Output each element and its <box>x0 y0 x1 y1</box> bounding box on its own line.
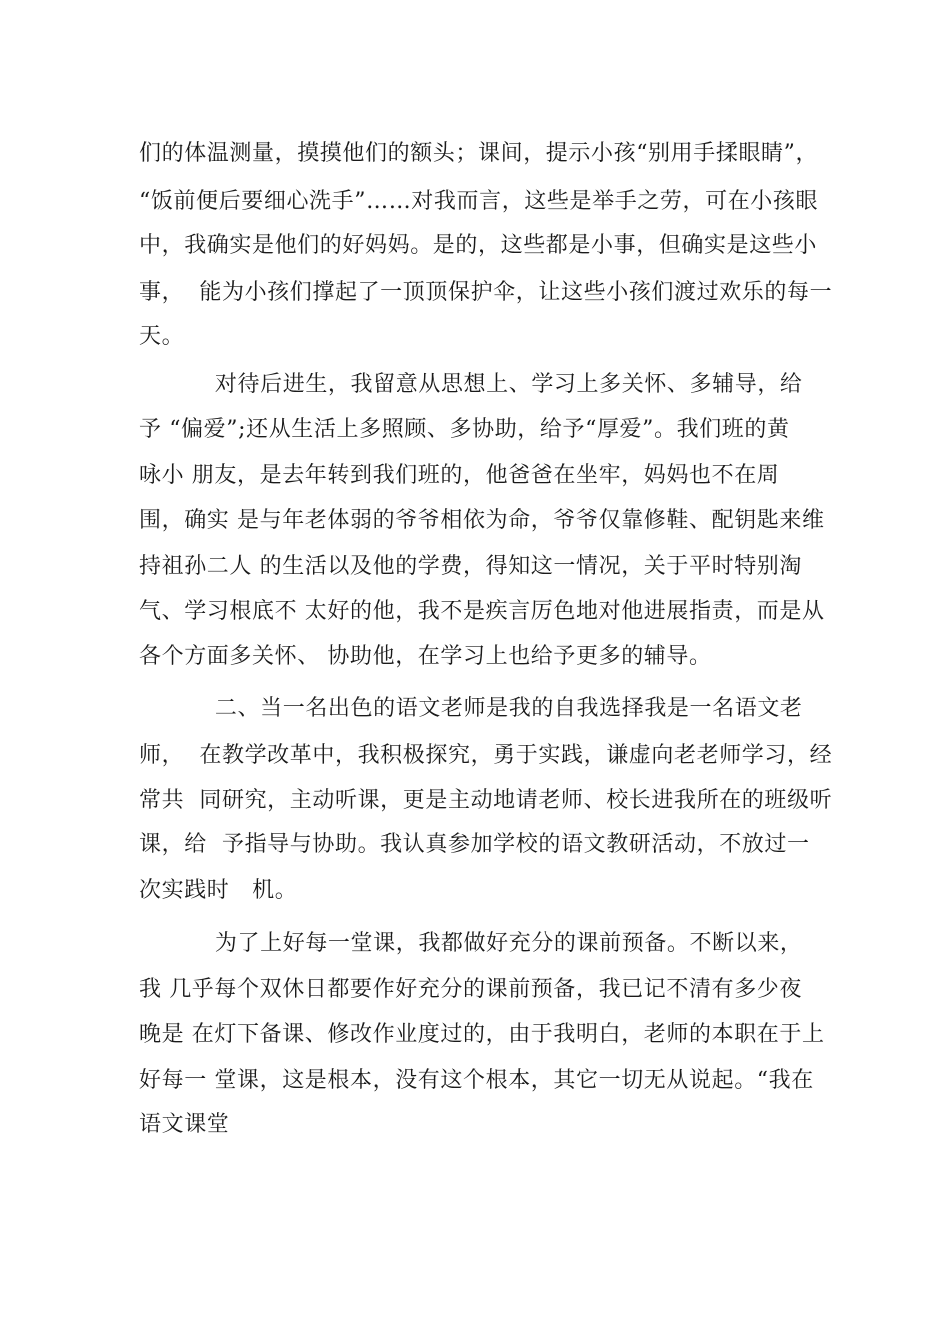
text-line: 晚是 在灯下备课、修改作业度过的，由于我明白，老师的本职在于上 <box>139 1022 825 1047</box>
text-line: “饭前便后要细心洗手”……对我而言，这些是举手之劳，可在小孩眼 <box>139 189 819 214</box>
text-line: 我 几乎每个双休日都要作好充分的课前预备，我已记不清有多少夜 <box>139 977 802 1002</box>
text-line: 事， 能为小孩们撑起了一顶顶保护伞，让这些小孩们渡过欢乐的每一 <box>139 280 833 305</box>
text-line: 师， 在教学改革中，我积极探究，勇于实践，谦虚向老老师学习，经 <box>139 743 833 768</box>
text-line: 对待后进生，我留意从思想上、学习上多关怀、多辅导，给 <box>139 372 803 397</box>
text-line: 二、当一名出色的语文老师是我的自我选择我是一名语文老 <box>139 696 803 721</box>
text-line: 为了上好每一堂课，我都做好充分的课前预备。不断以来， <box>139 931 803 956</box>
text-line: 围，确实 是与年老体弱的爷爷相依为命，爷爷仅靠修鞋、配钥匙来维 <box>139 508 825 533</box>
text-line: 天。 <box>139 324 185 349</box>
text-line: 各个方面多关怀、 协助他，在学习上也给予更多的辅导。 <box>139 644 712 669</box>
text-line: 们的体温测量，摸摸他们的额头；课间，提示小孩“别用手揉眼睛”， <box>139 141 819 166</box>
text-line: 好每一 堂课，这是根本，没有这个根本，其它一切无从说起。“我在 <box>139 1068 814 1093</box>
text-line: 气、学习根底不 太好的他，我不是疾言厉色地对他进展指责，而是从 <box>139 599 825 624</box>
text-line: 中，我确实是他们的好妈妈。是的，这些都是小事，但确实是这些小 <box>139 233 818 258</box>
text-line: 课，给 予指导与协助。我认真参加学校的语文教研活动，不放过一 <box>139 832 810 857</box>
text-line: 予 “偏爱”;还从生活上多照顾、多协助，给予“厚爱”。我们班的黄 <box>139 417 790 442</box>
text-line: 语文课堂 <box>139 1112 230 1137</box>
text-line: 咏小 朋友，是去年转到我们班的，他爸爸在坐牢，妈妈也不在周 <box>139 463 780 488</box>
text-line: 次实践时 机。 <box>139 878 298 903</box>
text-line: 常共 同研究，主动听课，更是主动地请老师、校长进我所在的班级听 <box>139 788 833 813</box>
text-line: 持祖孙二人 的生活以及他的学费，得知这一情况，关于平时特别淘 <box>139 554 802 579</box>
